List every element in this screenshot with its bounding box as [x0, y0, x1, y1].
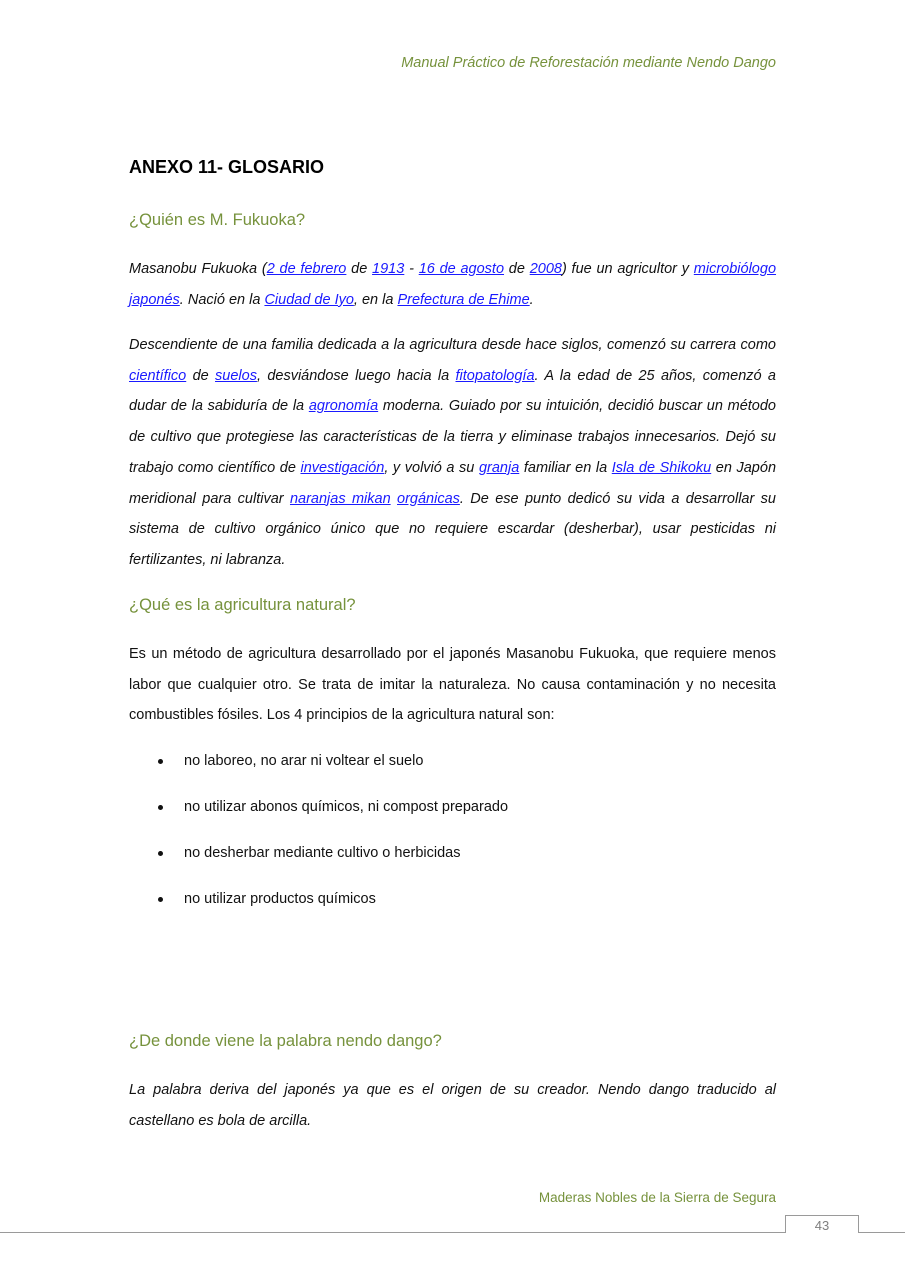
link-agronomia[interactable]: agronomía: [308, 398, 379, 415]
list-item: no utilizar abonos químicos, ni compost preparado: [129, 792, 508, 838]
fukuoka-intro-paragraph: Masanobu Fukuoka (2 de febrero de 1913 - 16 de agosto de 2008) fue un agricultor y microbiólogo japonés. Nació en la Ciudad de Iyo, en la Prefectura de Ehime.: [129, 261, 777, 308]
link-japones[interactable]: japonés: [129, 291, 180, 308]
bullet-icon: [158, 759, 163, 764]
running-header: Manual Práctico de Reforestación mediante Nendo Dango: [401, 55, 776, 71]
page-number: 43: [785, 1215, 859, 1233]
list-item: no utilizar productos químicos: [129, 884, 508, 930]
nendo-dango-paragraph: La palabra deriva del japonés ya que es el origen de su creador. Nendo dango traducido al castellano es bola de arcilla.: [129, 1082, 776, 1129]
link-isla-de-shikoku[interactable]: Isla de Shikoku: [611, 459, 712, 476]
section-heading-nendo-dango: ¿De donde viene la palabra nendo dango?: [129, 1032, 442, 1050]
list-item: no laboreo, no arar ni voltear el suelo: [129, 746, 508, 792]
link-prefectura-de-ehime[interactable]: Prefectura de Ehime: [397, 291, 530, 308]
link-16-de-agosto[interactable]: 16 de agosto: [418, 261, 505, 277]
agricultura-natural-paragraph: Es un método de agricultura desarrollado por el japonés Masanobu Fukuoka, que requiere menos labor que cualquier otro. Se trata de imitar la naturaleza. No causa contaminación y no necesita combustibles fósiles. Los 4 principios de la agricultura natural son:: [129, 646, 776, 724]
link-suelos[interactable]: suelos: [215, 367, 257, 384]
link-granja[interactable]: granja: [478, 459, 520, 476]
annex-title: ANEXO 11- GLOSARIO: [129, 157, 325, 177]
section-heading-agricultura-natural: ¿Qué es la agricultura natural?: [129, 596, 356, 614]
principles-list: [129, 746, 508, 930]
link-naranjas-mikan[interactable]: naranjas mikan: [289, 490, 391, 507]
link-fitopatologia[interactable]: fitopatología: [455, 367, 535, 384]
bullet-icon: [158, 851, 163, 856]
fukuoka-biography-paragraph: Descendiente de una familia dedicada a la agricultura desde hace siglos, comenzó su carrera como científico de suelos, desviándose luego hacia la fitopatología. A la edad de 25 años, comenzó a dudar de la sabiduría de la agronomía moderna. Guiado por su intuición, decidió buscar un método de cultivo que protegiese las características de la tierra y eliminase trabajos innecesarios. Dejó su trabajo como científico de investigación, y volvió a su granja familiar en la Isla de Shikoku en Japón meridional para cultivar naranjas mikan orgánicas. De ese punto dedicó su vida a desarrollar su sistema de cultivo orgánico único que no requiere escardar (desherbar), usar pesticidas ni fertilizantes, ni labranza.: [129, 337, 777, 568]
list-item: no desherbar mediante cultivo o herbicidas: [129, 838, 508, 884]
bullet-icon: [158, 805, 163, 810]
link-microbiologo[interactable]: microbiólogo: [693, 261, 777, 277]
link-ciudad-de-iyo[interactable]: Ciudad de Iyo: [264, 291, 354, 308]
link-1913[interactable]: 1913: [372, 261, 405, 277]
footer-text: Maderas Nobles de la Sierra de Segura: [538, 1190, 776, 1205]
bullet-icon: [158, 897, 163, 902]
link-cientifico[interactable]: científico: [129, 367, 187, 384]
link-investigacion[interactable]: investigación: [300, 459, 385, 476]
link-2008[interactable]: 2008: [529, 261, 562, 277]
link-2-de-febrero[interactable]: 2 de febrero: [266, 261, 347, 277]
section-heading-fukuoka: ¿Quién es M. Fukuoka?: [129, 211, 306, 229]
link-organicas[interactable]: orgánicas: [397, 490, 460, 507]
footer-divider: [0, 1232, 905, 1233]
